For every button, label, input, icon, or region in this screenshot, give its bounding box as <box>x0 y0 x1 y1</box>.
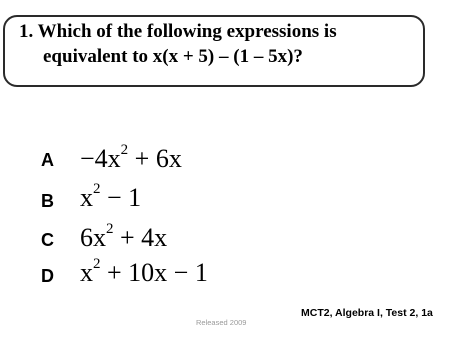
choice-c-letter: C <box>41 230 54 250</box>
choice-d-term: x <box>80 258 93 287</box>
question-number: 1. <box>19 21 34 42</box>
choice-b-rest: − 1 <box>100 183 142 212</box>
choice-b-exponent: 2 <box>93 181 101 198</box>
choice-b-term: x <box>80 183 93 212</box>
choice-c-exponent: 2 <box>106 221 114 238</box>
choice-a-letter: A <box>41 150 54 170</box>
choice-a-term: −4x <box>80 144 121 173</box>
question-end: ? <box>293 46 303 67</box>
choice-c-expression <box>80 223 167 253</box>
source-citation: MCT2, Algebra I, Test 2, 1a <box>301 307 433 319</box>
choice-b-letter: B <box>41 191 54 211</box>
choice-c-term: 6x <box>80 223 106 252</box>
question-expression: x(x + 5) – (1 – 5x) <box>152 46 294 67</box>
choice-a-expression <box>80 144 182 174</box>
choice-d-expression <box>80 258 208 288</box>
choice-a-exponent: 2 <box>120 142 129 159</box>
choice-b-expression <box>80 183 141 213</box>
choice-c-rest: + 4x <box>113 223 168 252</box>
choice-d-exponent: 2 <box>93 256 101 273</box>
question-text-line-2: equivalent to <box>43 46 153 67</box>
choice-d-rest: + 10x − 1 <box>100 258 208 287</box>
question-line-2 <box>43 46 303 68</box>
question-line-1 <box>19 21 337 43</box>
released-footer: Released 2009 <box>196 318 247 327</box>
question-text-line-1: Which of the following expressions is <box>37 21 337 42</box>
choice-a-rest: + 6x <box>128 144 182 173</box>
choice-d-letter: D <box>41 266 54 286</box>
